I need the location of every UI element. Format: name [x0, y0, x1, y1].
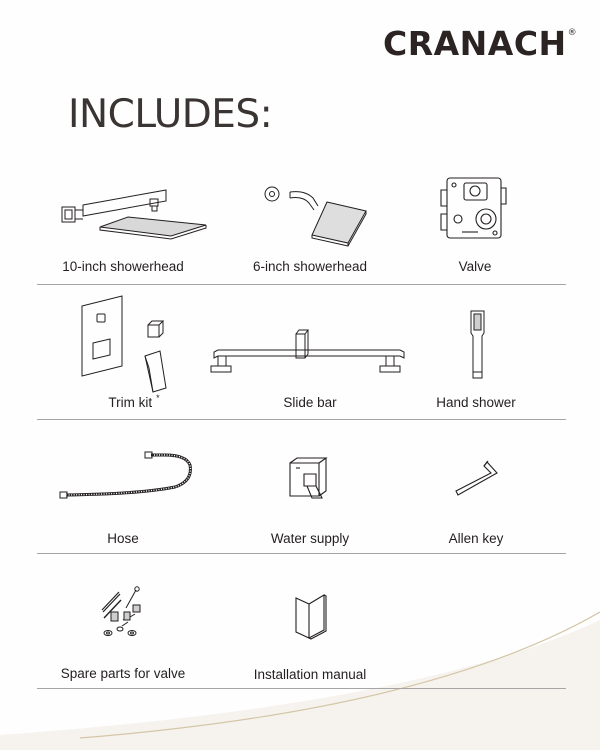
item-label: Hand shower — [436, 395, 516, 410]
footnote-asterisk: * — [156, 393, 160, 403]
item-label: Hose — [107, 531, 139, 546]
item-label: 6-inch showerhead — [252, 259, 368, 274]
item-label: 10-inch showerhead — [62, 259, 184, 274]
page-title: INCLUDES: — [68, 92, 273, 137]
item-label: Slide bar — [283, 395, 337, 410]
item-label: Valve — [458, 259, 492, 274]
brand-name: CRANACH — [383, 24, 567, 63]
item-label: Spare parts for valve — [60, 666, 186, 681]
item-label: Water supply — [270, 531, 350, 546]
item-label: Installation manual — [253, 667, 367, 682]
item-label: Allen key — [448, 531, 504, 546]
registered-mark: ® — [567, 28, 578, 38]
item-label-text: Trim kit — [108, 395, 153, 410]
